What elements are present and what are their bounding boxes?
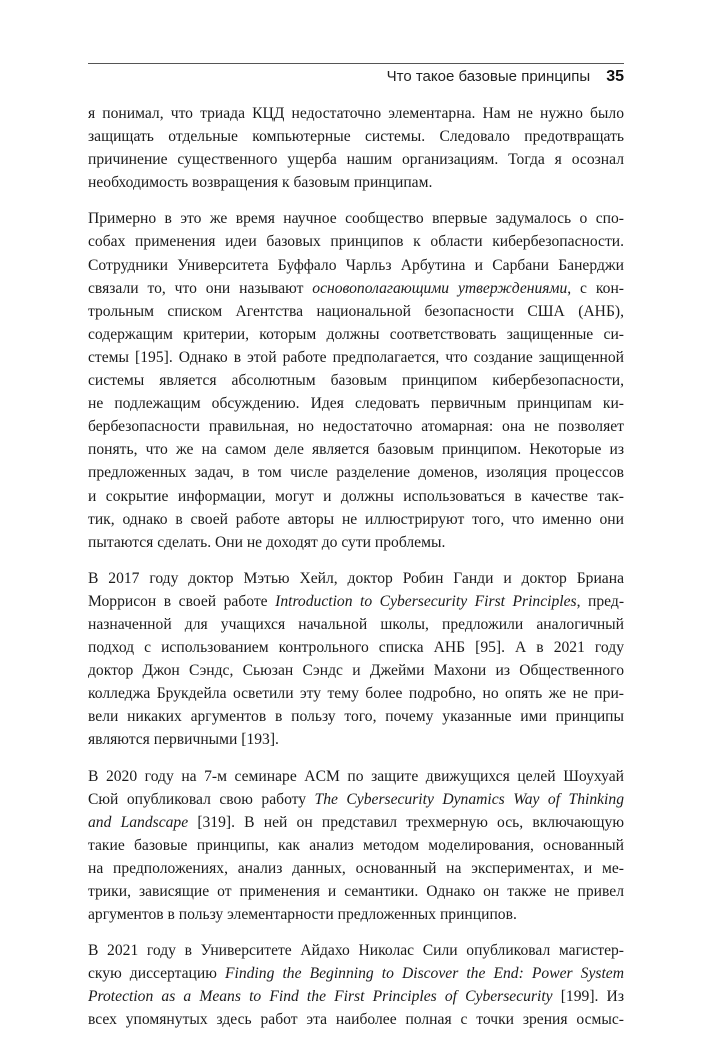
text-run: причинение существенного ущерба нашим организациям. Тогда я осознал [88, 151, 624, 169]
text-run: В 2021 году в Университете Айдахо Николас Сили опубликовал магистер- [88, 942, 624, 960]
text-run: собах применения идеи базовых принципов к области кибербезопасности. [88, 233, 624, 251]
text-run: являются первичными [193]. [88, 731, 279, 749]
text-line [88, 531, 624, 554]
italic-title: основополагающими утверждениями [312, 279, 568, 297]
text-run: трольным списком Агентства национальной безопасности США (АНБ), [88, 302, 624, 320]
page-number: 35 [606, 68, 624, 85]
text-run: тик, однако в своей работе авторы не иллюстрируют того, что именно они [88, 510, 624, 528]
text-run: защищать отдельные компьютерные системы. Следовало предотвращать [88, 128, 624, 146]
paragraph [88, 939, 624, 1031]
text-run: необходимость возвращения к базовым принципам. [88, 174, 433, 192]
italic-title: Finding the Beginning to Discover the End: Power System [224, 965, 624, 983]
paragraph [88, 567, 624, 752]
text-line [88, 415, 624, 438]
text-run: Примерно в это же время научное сообщество впервые задумалось о спо- [88, 210, 624, 228]
italic-title: Introduction to Cybersecurity First Principles [275, 592, 577, 610]
running-head [387, 68, 624, 86]
text-line [88, 857, 624, 880]
text-line [88, 788, 624, 811]
text-line [88, 346, 624, 369]
text-run: такие базовые принципы, как анализ методом моделирования, основанный [88, 836, 624, 854]
text-run: аргументов в пользу элементарности предложенных принципов. [88, 906, 517, 924]
text-line [88, 300, 624, 323]
text-line [88, 590, 624, 613]
text-line [88, 811, 624, 834]
text-line [88, 254, 624, 277]
italic-title: and Landscape [88, 813, 189, 831]
text-run: вели никаких аргументов в пользу того, почему указанные ими принципы [88, 708, 624, 726]
text-line [88, 148, 624, 171]
text-line [88, 1008, 624, 1031]
text-run: бербезопасности правильная, но недостаточно атомарная: она не позволяет [88, 418, 624, 436]
text-line [88, 728, 624, 751]
page-body [88, 102, 624, 1045]
text-run: системы является абсолютным базовым принципом кибербезопасности, [88, 372, 624, 390]
text-run: я понимал, что триада КЦД недостаточно элементарна. Нам не нужно было [88, 105, 624, 122]
text-run: [199]. Из [552, 988, 624, 1006]
text-line [88, 392, 624, 415]
text-line [88, 613, 624, 636]
text-line [88, 438, 624, 461]
italic-title: The Cybersecurity Dynamics Way of Thinking [314, 790, 624, 808]
paragraph [88, 102, 624, 194]
text-run: Моррисон в своей работе [88, 592, 276, 610]
text-run: доктор Джон Сэндс, Сьюзан Сэндс и Джейми Махони из Общественного [88, 662, 624, 680]
text-line [88, 508, 624, 531]
text-line [88, 659, 624, 682]
text-line [88, 834, 624, 857]
text-run: , с кон- [567, 279, 624, 297]
text-run: не подлежащим обсуждению. Идея следовать первичным принципам ки- [88, 395, 624, 413]
text-line [88, 277, 624, 300]
text-run: , пред- [576, 592, 625, 610]
text-run: связали то, что они называют [88, 279, 313, 297]
text-line [88, 102, 624, 125]
header-rule [88, 63, 624, 64]
text-run: [319]. В ней он представил трехмерную ось, включающую [188, 813, 624, 831]
text-run: Сотрудники Университета Буффало Чарльз Арбутина и Сарбани Банерджи [88, 256, 624, 274]
text-line [88, 939, 624, 962]
text-line [88, 962, 624, 985]
text-line [88, 461, 624, 484]
text-line [88, 230, 624, 253]
text-line [88, 369, 624, 392]
text-run: пытаются сделать. Они не доходят до сути проблемы. [88, 533, 446, 551]
text-run: стемы [195]. Однако в этой работе предполагается, что создание защищенной [88, 348, 624, 366]
text-line [88, 125, 624, 148]
text-line [88, 485, 624, 508]
text-line [88, 323, 624, 346]
paragraph [88, 207, 624, 553]
text-line [88, 765, 624, 788]
text-run: содержащим критерии, которым должны соответствовать защищенные си- [88, 325, 624, 343]
text-line [88, 880, 624, 903]
text-line [88, 207, 624, 230]
text-line [88, 985, 624, 1008]
text-run: трики, зависящие от применения и семантики. Однако он также не привел [88, 883, 624, 900]
text-run: скую диссертацию [88, 965, 225, 983]
paragraph [88, 765, 624, 927]
text-line [88, 705, 624, 728]
text-line [88, 567, 624, 590]
text-line [88, 171, 624, 194]
italic-title: Protection as a Means to Find the First Principles of Cybersecurity [88, 988, 553, 1006]
text-run: В 2020 году на 7-м семинаре ACM по защите движущихся целей Шоухуай [88, 767, 624, 785]
text-run: колледжа Брукдейла осветили эту тему более подробно, но опять же не при- [88, 685, 624, 703]
text-run: предложенных задач, в том числе разделение доменов, изоляция процессов [88, 464, 624, 482]
text-line [88, 636, 624, 659]
text-run: и сокрытие информации, могут и должны использоваться в качестве так- [88, 487, 624, 505]
text-run: подход с использованием контрольного списка АНБ [95]. А в 2021 году [88, 639, 624, 657]
text-run: назначенной для учащихся начальной школы, предложили аналогичный [88, 615, 624, 633]
text-run: В 2017 году доктор Мэтью Хейл, доктор Робин Ганди и доктор Бриана [88, 569, 624, 587]
text-line [88, 903, 624, 926]
text-run: понять, что же на самом деле является базовым принципом. Некоторые из [88, 441, 624, 459]
text-run: на предположениях, анализ данных, основанный на экспериментах, и ме- [88, 859, 624, 877]
text-run: всех упомянутых здесь работ эта наиболее полная с точки зрения осмыс- [88, 1011, 624, 1029]
text-line [88, 682, 624, 705]
text-run: Сюй опубликовал свою работу [88, 790, 315, 808]
running-title: Что такое базовые принципы [386, 68, 591, 85]
